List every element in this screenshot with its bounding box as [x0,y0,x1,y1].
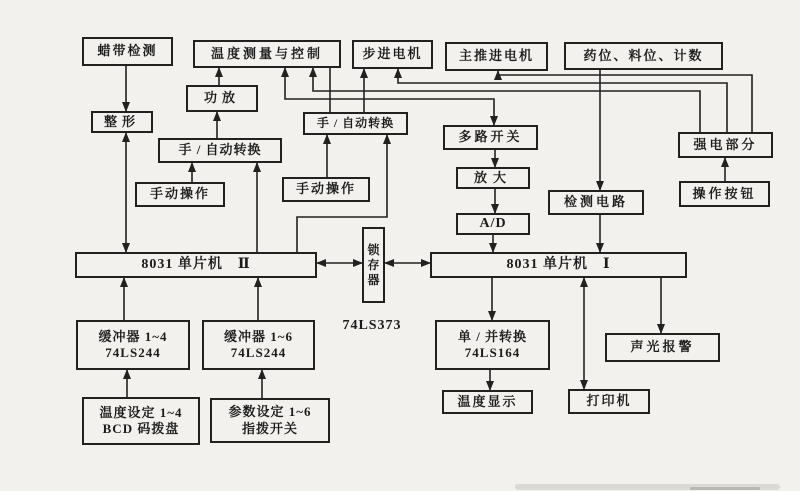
box-label: 锁 [367,242,380,257]
box-mcu-8031-ii [75,252,317,278]
box-operate-buttons [679,181,770,207]
box-label: 参数设定 1~6 [228,404,312,420]
box-label: 8031 单片机 Ⅰ [506,257,611,273]
box-temp-setting-1-4 [82,397,200,445]
box-label: 步进电机 [362,46,423,62]
box-label: 指拨开关 [241,420,298,436]
box-a-d-converter [456,213,530,235]
box-label: 功放 [203,90,240,106]
box-serial-parallel-conv [435,320,550,370]
box-level-count-sensors [564,42,723,70]
box-label: 存 [367,257,380,272]
box-label: 温度测量与控制 [210,45,323,61]
box-label: 器 [367,272,380,287]
box-label: 手 / 自动转换 [316,116,395,130]
box-label: 手 / 自动转换 [178,142,262,158]
box-latch [362,227,385,303]
box-label: BCD 码拨盘 [102,421,180,436]
box-label: 主推进电机 [458,48,534,64]
box-label: 操作按钮 [692,185,757,201]
box-label: 放大 [473,169,512,185]
box-label: 声光报警 [630,339,695,355]
box-multiplex-switch [443,125,538,150]
box-detect-circuit [548,190,644,215]
box-mcu-8031-i [430,252,687,278]
box-temp-display [442,390,533,414]
box-printer [568,389,650,414]
scan-smudge-dark [690,487,760,490]
box-label: 74LS244 [230,345,287,360]
box-label: 整形 [103,113,140,129]
box-manual-auto-switch-right [303,112,408,135]
box-label: A/D [479,216,507,232]
box-label: 药位、料位、计数 [583,47,704,63]
box-label: 打印机 [586,393,632,409]
box-label: 蜡带检测 [97,43,158,59]
box-label: 温度显示 [457,393,518,409]
box-label: 强电部分 [693,136,758,152]
box-stepper-motor [352,40,433,69]
box-label: 温度设定 1~4 [99,404,183,420]
box-sound-light-alarm [605,333,720,362]
box-label: 74LS164 [464,345,521,360]
ic-label-74ls373: 74LS373 [342,318,402,333]
box-high-power-section [678,132,773,158]
box-label: 多路开关 [458,129,523,145]
box-wave-shaping [91,111,153,133]
box-manual-auto-switch-left [158,138,282,163]
box-label: 单 / 并转换 [457,328,528,344]
box-manual-operation-left [135,182,225,207]
box-temp-measure-control [193,40,341,68]
box-power-amplifier [186,85,258,112]
box-buffer-1-6 [202,320,315,370]
box-label: 检测电路 [563,194,628,210]
box-amplify [456,167,530,189]
box-label: 74LS244 [105,345,161,360]
box-label: 手动操作 [149,186,210,202]
box-label: 8031 单片机 Ⅱ [141,257,251,273]
connector-power-to-mainmotor [498,71,752,132]
box-wax-band-detect [82,37,173,66]
box-param-setting-1-6 [210,398,330,443]
box-label: 缓冲器 1~6 [223,328,293,344]
box-manual-operation-right [282,177,370,202]
box-buffer-1-4 [76,320,190,370]
connector-power-to-stepper [398,69,727,132]
box-main-drive-motor [445,42,548,71]
box-label: 手动操作 [295,181,356,197]
box-label: 缓冲器 1~4 [98,328,168,344]
